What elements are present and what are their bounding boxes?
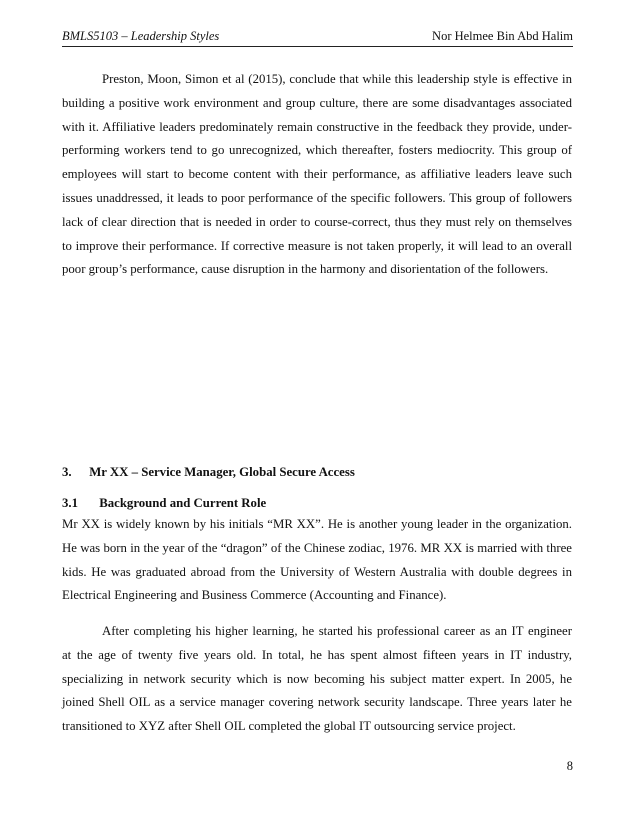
text-line: poor group’s performance, cause disruption in the harmony and disorientation of the followers. [62, 262, 549, 277]
text-line: After completing his higher learning, he started his professional career as an IT engineer [102, 624, 572, 638]
text-line: specializing in network security which is now becoming his subject matter expert. In 2005, he [62, 671, 572, 686]
header-author: Nor Helmee Bin Abd Halim [432, 29, 573, 43]
section-title: Mr XX – Service Manager, Global Secure Access [89, 465, 355, 479]
text-line: He was born in the year of the “dragon” of the Chinese zodiac, 1976. MR XX is married with three [62, 540, 572, 555]
section-heading-3 [62, 463, 355, 481]
text-line: joined Shell OIL as a service manager covering network security landscape. Three years later he [62, 695, 572, 710]
section-number: 3. [62, 465, 72, 479]
section-heading-3-1 [62, 494, 266, 512]
text-line: Preston, Moon, Simon et al (2015), conclude that while this leadership style is effective in [102, 72, 572, 86]
paragraph-affiliative-disadvantages [62, 68, 572, 282]
text-line: Mr XX is widely known by his initials “MR XX”. He is another young leader in the organization. [62, 517, 572, 531]
text-line: employees will start to become content with their performance, as affiliative leaders leave such [62, 167, 572, 182]
text-line: Electrical Engineering and Business Commerce (Accounting and Finance). [62, 588, 447, 603]
section-title: Background and Current Role [99, 496, 267, 510]
paragraph-career [62, 620, 572, 739]
text-line: transitioned to XYZ after Shell OIL completed the global IT outsourcing service project. [62, 719, 516, 734]
header-course: BMLS5103 – Leadership Styles [62, 29, 220, 43]
section-number: 3.1 [62, 496, 78, 510]
text-line: performing workers tend to go unrecognized, which thereafter, fosters mediocrity. This group of [62, 143, 572, 158]
paragraph-background [62, 513, 572, 608]
text-line: lack of clear direction that is needed in order to course-correct, thus they must rely on themselves [62, 214, 572, 229]
text-line: at the age of twenty five years old. In total, he has spent almost fifteen years in IT industry, [62, 647, 572, 662]
text-line: with it. Affiliative leaders predominately remain constructive in the feedback they provide, under- [62, 119, 572, 134]
text-line: building a positive work environment and group culture, there are some disadvantages associated [62, 95, 572, 110]
text-line: kids. He was graduated abroad from the University of Western Australia with double degrees in [62, 564, 572, 579]
text-line: to improve their performance. If corrective measure is not taken properly, it will lead to an overall [62, 238, 572, 253]
text-line: issues unaddressed, it leads to poor performance of the specific followers. This group of followers [62, 190, 572, 205]
header-divider [62, 46, 573, 47]
page-number: 8 [566, 759, 573, 773]
